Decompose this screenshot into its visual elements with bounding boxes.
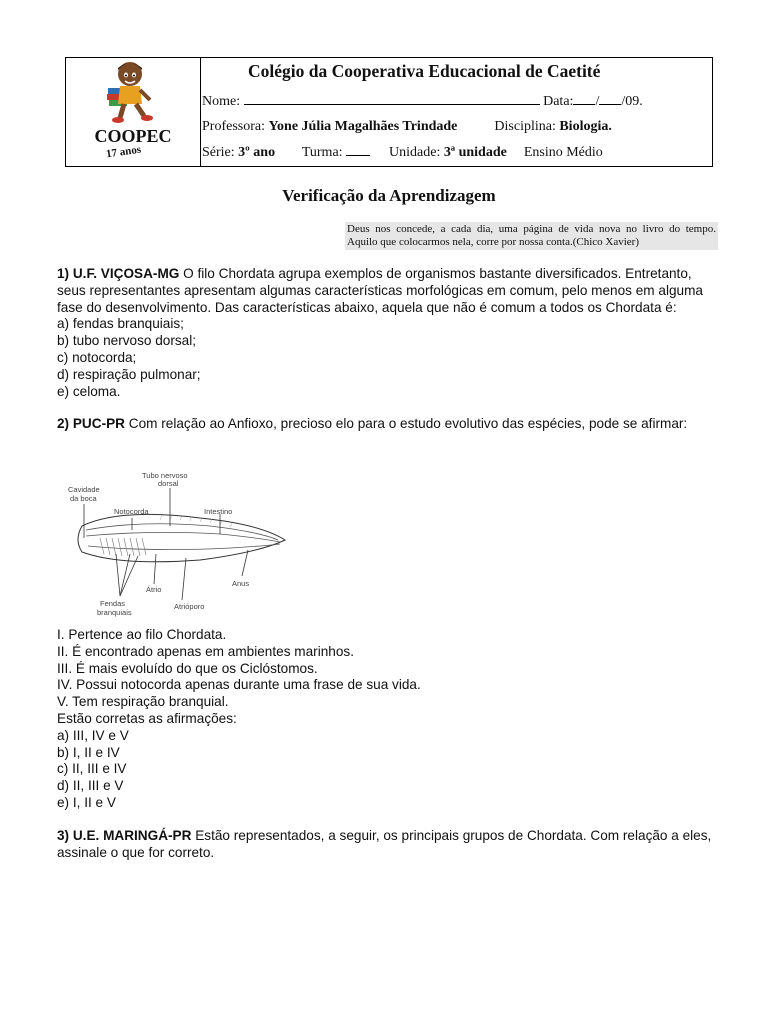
logo-subtitle: 17 anos	[105, 143, 142, 161]
option[interactable]: a) fendas branquiais;	[57, 316, 184, 332]
quote-box	[345, 222, 718, 250]
turma-field[interactable]	[346, 144, 370, 156]
label-notocorda: Notocorda	[114, 507, 149, 516]
statement: III. É mais evoluído do que os Ciclóstomos.	[57, 660, 318, 676]
nome-label: Nome:	[202, 94, 241, 109]
disciplina-label: Disciplina:	[494, 119, 556, 134]
statement: V. Tem respiração branquial.	[57, 694, 229, 710]
option[interactable]: e) I, II e V	[57, 794, 116, 810]
question-1-label: 1) U.F. VIÇOSA-MG	[57, 266, 180, 281]
logo-illustration	[102, 60, 162, 128]
option[interactable]: e) celoma.	[57, 383, 121, 399]
name-date-row: Nome: Data: / /09.	[202, 94, 643, 109]
question-1-text: O filo Chordata agrupa exemplos de organismos bastante diversificados. Entretanto, seus representantes apresentam algumas características morfológicas em comum, pelo menos em alguma fase do desenvolvimento. Das características abaixo, aquela que não é comum a todos os Chordata é:	[57, 266, 703, 315]
option[interactable]: a) III, IV e V	[57, 727, 129, 743]
ensino-label: Ensino Médio	[523, 145, 603, 160]
option[interactable]: d) respiração pulmonar;	[57, 366, 201, 382]
option[interactable]: d) II, III e V	[57, 778, 124, 794]
serie-label: Série:	[202, 145, 235, 160]
option[interactable]: c) notocorda;	[57, 349, 137, 365]
serie-value: 3º ano	[238, 145, 276, 160]
turma-label: Turma:	[301, 145, 343, 160]
label-dorsal: dorsal	[158, 479, 179, 488]
question-2-text: Com relação ao Anfioxo, precioso elo para o estudo evolutivo das espécies, pode se afirmar:	[124, 416, 688, 431]
question-3-label: 3) U.E. MARINGÁ-PR	[57, 828, 192, 843]
quote-line-1: Deus nos concede, a cada dia, uma página de vida nova no livro do tempo.	[347, 223, 716, 235]
statement: I. Pertence ao filo Chordata.	[57, 627, 227, 642]
label-anus: Anus	[232, 579, 250, 588]
label-branquiais: branquiais	[97, 608, 132, 617]
question-3-text: Estão representados, a seguir, os principais grupos de Chordata. Com relação a eles, assinale o que for correto.	[57, 828, 712, 860]
question-2-statements	[57, 627, 722, 812]
professora-name: Yone Júlia Magalhães Trindade	[268, 119, 458, 134]
statement: II. É encontrado apenas em ambientes marinhos.	[57, 643, 354, 659]
question-2	[57, 416, 722, 433]
data-suffix: /09.	[621, 94, 643, 109]
month-field[interactable]	[599, 93, 621, 105]
quote-line-2: Aquilo que colocarmos nela, corre por nossa conta.(Chico Xavier)	[347, 236, 640, 248]
question-1	[57, 266, 722, 400]
option[interactable]: c) II, III e IV	[57, 761, 127, 777]
label-tubo: Tubo nervoso	[142, 471, 188, 480]
nome-field[interactable]	[244, 93, 540, 105]
statement-prompt: Estão corretas as afirmações:	[57, 710, 237, 726]
logo	[66, 58, 201, 166]
option[interactable]: b) tubo nervoso dorsal;	[57, 333, 197, 349]
statement: IV. Possui notocorda apenas durante uma frase de sua vida.	[57, 677, 421, 693]
teacher-row	[202, 119, 612, 135]
label-fendas: Fendas	[100, 599, 126, 608]
professora-label: Professora:	[202, 119, 265, 134]
day-field[interactable]	[573, 93, 595, 105]
disciplina-value: Biologia.	[559, 119, 612, 134]
header-info	[202, 58, 712, 166]
amphioxus-diagram	[60, 468, 300, 620]
unidade-label: Unidade:	[389, 145, 441, 160]
label-atrio: Átrio	[146, 585, 162, 594]
class-row	[202, 144, 603, 161]
unidade-value: 3ª unidade	[443, 145, 507, 160]
data-label: Data:	[543, 94, 574, 109]
logo-text: COOPEC	[94, 126, 172, 146]
header-box	[65, 57, 713, 167]
page-title: Verificação da Aprendizagem	[282, 186, 496, 205]
question-2-label: 2) PUC-PR	[57, 416, 125, 431]
label-cavidade: Cavidade	[68, 485, 100, 494]
option[interactable]: b) I, II e IV	[57, 744, 120, 760]
question-3	[57, 828, 722, 862]
label-intestino: Intestino	[204, 507, 233, 516]
label-da-boca: da boca	[70, 494, 97, 503]
school-name: Colégio da Cooperativa Educacional de Caetité	[248, 61, 601, 81]
label-atrioporo: Atrióporo	[174, 602, 205, 611]
